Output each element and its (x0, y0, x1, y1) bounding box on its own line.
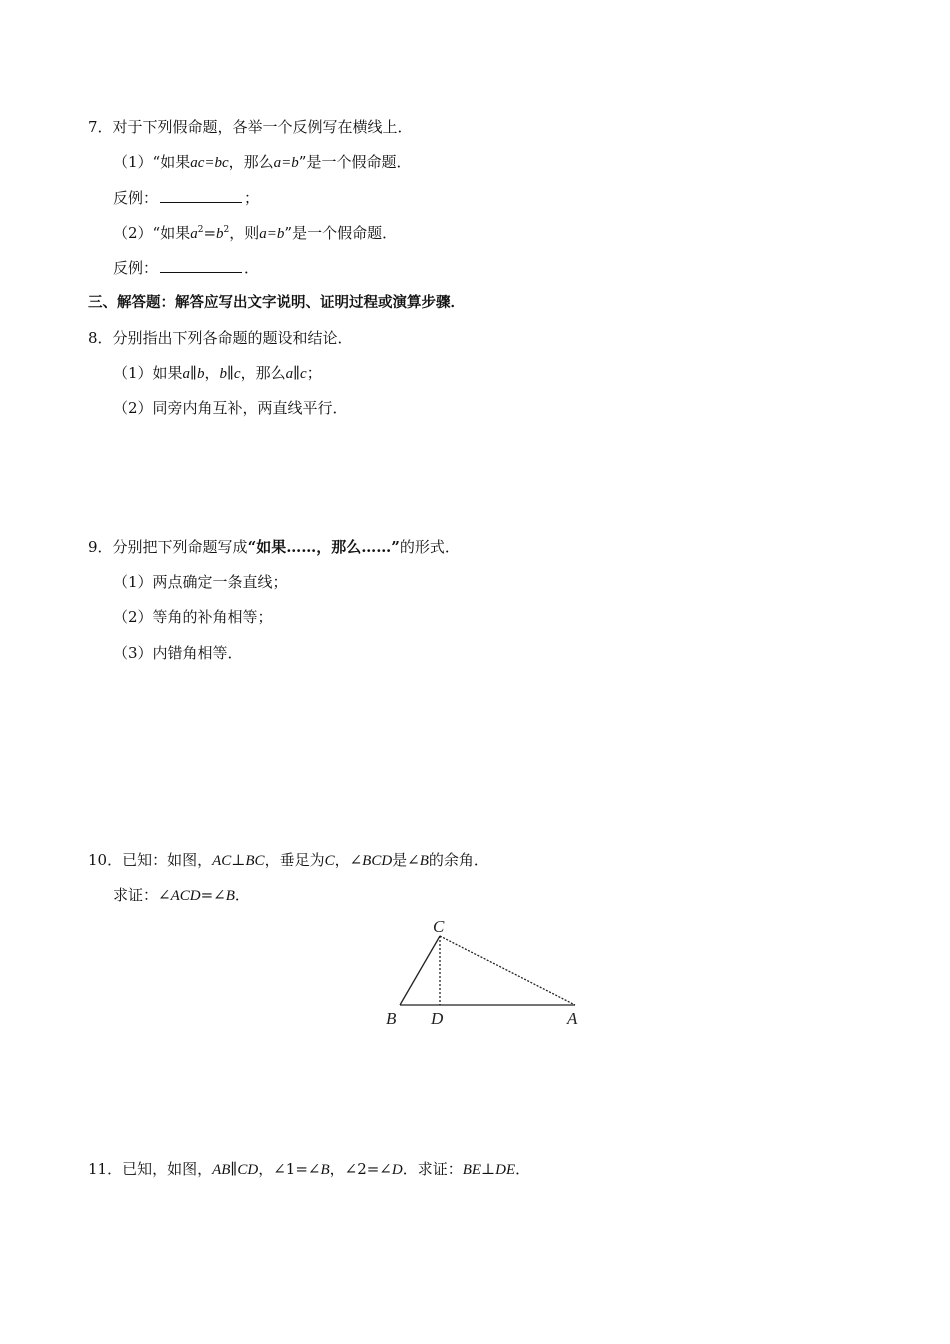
q7-part2: （2）“如果$a^2=b^2$，则a=b”是一个假命题． (113, 224, 398, 242)
q7-answer1: 反例： ； (113, 189, 260, 207)
segment-ca (440, 936, 575, 1005)
answer-blank[interactable] (160, 188, 242, 203)
q9-item: （1）两点确定一条直线； (113, 573, 288, 591)
q7-number: 7． (88, 118, 113, 136)
q9-item: （3）内错角相等． (113, 644, 243, 662)
q10-stem: 10．已知：如图，AC⊥BC，垂足为C，∠BCD是∠B的余角． (88, 851, 489, 869)
section-heading: 三、解答题：解答应写出文字说明、证明过程或演算步骤． (88, 295, 465, 311)
q11-stem: 11．已知，如图，AB∥CD，∠1=∠B，∠2=∠D．求证：BE⊥DE． (88, 1160, 531, 1178)
label-b: B (386, 1009, 397, 1028)
q10-prove: 求证：∠ACD=∠B． (113, 886, 250, 904)
q7-answer2: 反例： ． (113, 259, 260, 277)
q9-item: （2）等角的补角相等； (113, 608, 273, 626)
q7-stem (88, 117, 413, 137)
q7-stem-text: 对于下列假命题，各举一个反例写在横线上． (112, 118, 413, 136)
q8-stem: 8．分别指出下列各命题的题设和结论． (88, 329, 353, 347)
label-a: A (567, 1009, 578, 1028)
triangle-figure (380, 912, 590, 1030)
q8-part1: （1）如果a∥b，b∥c，那么a∥c； (113, 364, 322, 382)
q9-stem: 9．分别把下列命题写成“如果……，那么……”的形式． (88, 538, 460, 556)
label-c: C (433, 917, 445, 936)
q8-part2: （2）同旁内角互补，两直线平行． (113, 399, 348, 417)
q7-part1: （1）“如果ac=bc，那么a=b”是一个假命题． (113, 153, 412, 171)
label-d: D (431, 1009, 444, 1028)
answer-blank[interactable] (160, 258, 242, 273)
segment-bc (400, 936, 440, 1005)
